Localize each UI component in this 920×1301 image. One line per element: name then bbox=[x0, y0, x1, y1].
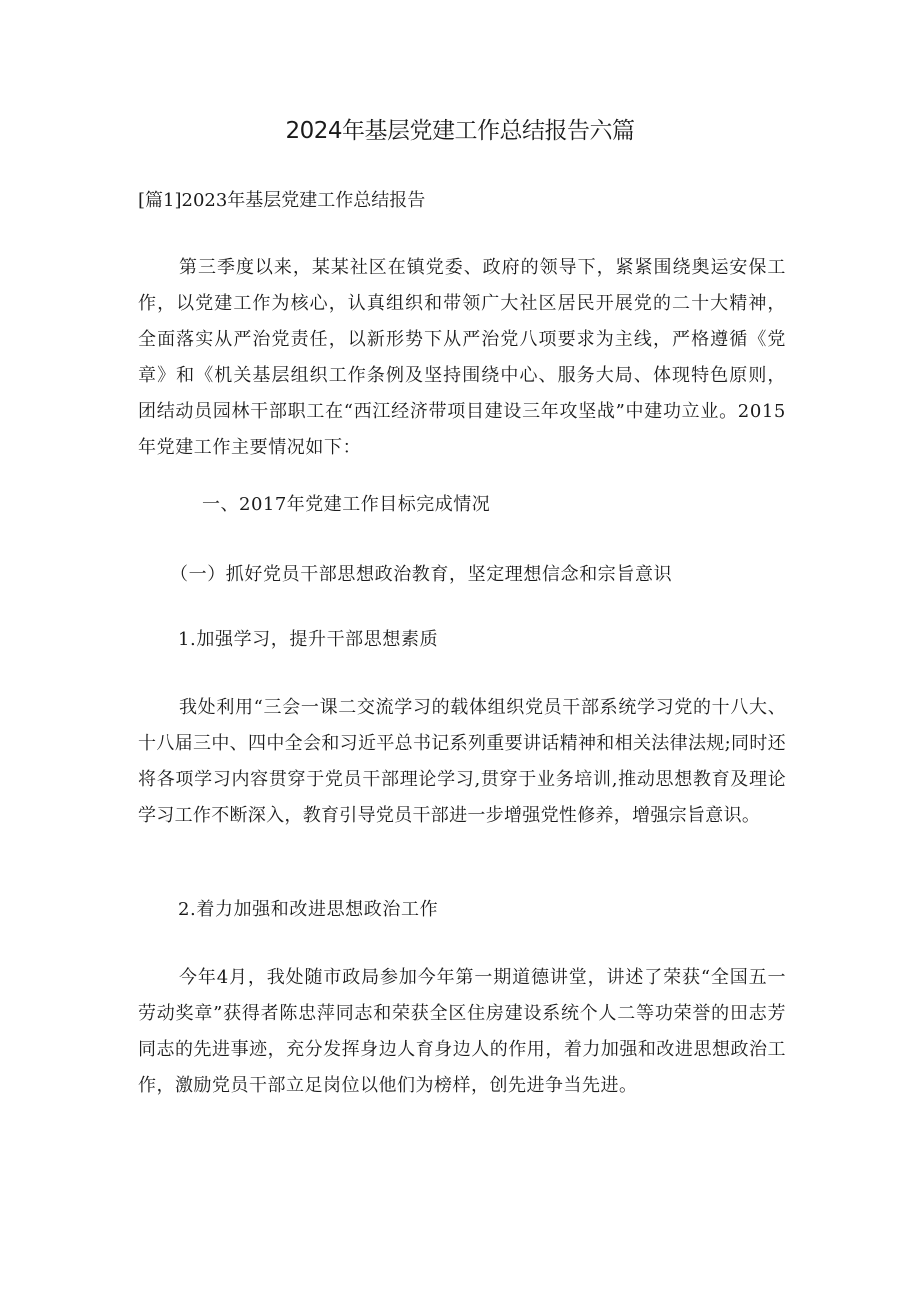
heading-level-3-study: 1.加强学习，提升干部思想素质 bbox=[178, 629, 439, 650]
body-paragraph-ideology: 今年4月，我处随市政局参加今年第一期道德讲堂，讲述了荣获“全国五一劳动奖章”获得者陈忠萍同志和荣获全区住房建设系统个人二等功荣誉的田志芳同志的先进事迹，充分发挥身边人育身边人的作用，着力加强和改进思想政治工作，激励党员干部立足岗位以他们为榜样，创先进争当先进。 bbox=[138, 967, 786, 1096]
body-paragraph-study: 我处利用“三会一课二交流学习的载体组织党员干部系统学习党的十八大、十八届三中、四中全会和习近平总书记系列重要讲话精神和相关法律法规;同时还将各项学习内容贯穿于党员干部理论学习,贯穿于业务培训,推动思想教育及理论学习工作不断深入，教育引导党员干部进一步增强党性修养，增强宗旨意识。 bbox=[138, 697, 786, 826]
intro-paragraph: 第三季度以来，某某社区在镇党委、政府的领导下，紧紧围绕奥运安保工作，以党建工作为核心，认真组织和带领广大社区居民开展党的二十大精神，全面落实从严治党责任，以新形势下从严治党八项要求为主线，严格遵循《党章》和《机关基层组织工作条例及坚持围绕中心、服务大局、体现特色原则，团结动员园林干部职工在“西江经济带项目建设三年攻坚战”中建功立业。2015年党建工作主要情况如下： bbox=[138, 257, 786, 458]
heading-level-1: 一、2017年党建工作目标完成情况 bbox=[202, 494, 491, 515]
heading-level-3-ideology: 2.着力加强和改进思想政治工作 bbox=[178, 899, 439, 920]
section-label: [篇1]2023年基层党建工作总结报告 bbox=[138, 190, 426, 211]
heading-level-2: （一）抓好党员干部思想政治教育，坚定理想信念和宗旨意识 bbox=[170, 564, 673, 585]
document-title: 2024年基层党建工作总结报告六篇 bbox=[285, 118, 635, 144]
